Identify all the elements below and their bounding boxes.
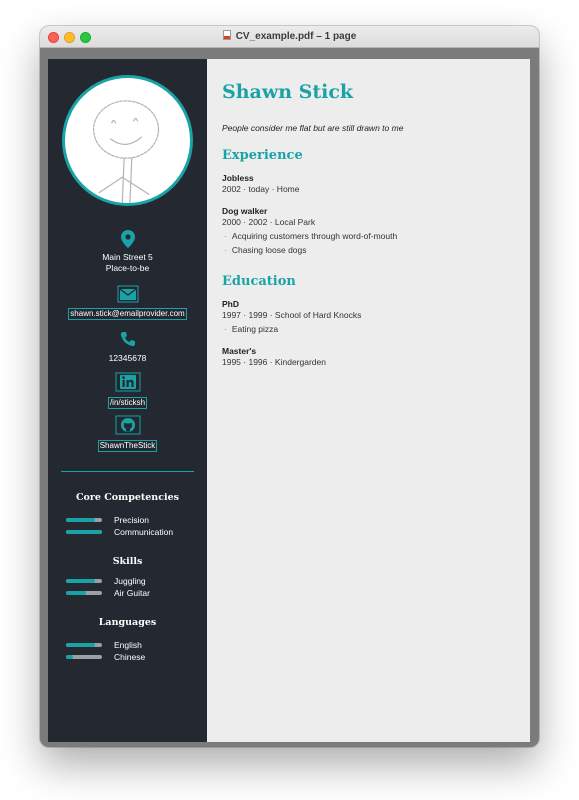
education-entry (222, 299, 512, 335)
language-bar (66, 643, 102, 647)
language-bar (66, 655, 102, 659)
competency-bar-fill (66, 530, 102, 534)
window-title: CV_example.pdf – 1 page (235, 31, 357, 42)
stick-figure-drawing (65, 78, 190, 203)
core-competencies-heading: Core Competencies (75, 492, 179, 503)
education-entry (222, 346, 512, 368)
skill-bar (66, 579, 102, 583)
cv-tagline: People consider me flat but are still drawn to me (222, 123, 404, 133)
pdf-viewer-window (40, 26, 539, 747)
skill-bar-fill (66, 591, 86, 595)
competency-bar (66, 518, 102, 522)
linkedin-link[interactable]: /in/sticksh (109, 398, 146, 407)
entry-bullet: · Eating pizza (222, 324, 512, 335)
skill-row (66, 587, 196, 599)
entry-meta: 2002 · today · Home (222, 184, 300, 194)
education-heading: Education (222, 274, 296, 289)
competency-bar (66, 530, 102, 534)
title-bar[interactable] (40, 26, 539, 48)
profile-photo (62, 75, 193, 206)
entry-bullet: · Chasing loose dogs (222, 245, 512, 256)
sidebar-divider (61, 471, 194, 472)
cv-main-content (207, 59, 530, 742)
entry-meta: 1995 · 1996 · Kindergarden (222, 357, 326, 367)
entry-meta: 1997 · 1999 · School of Hard Knocks (222, 310, 362, 320)
skill-label: Juggling (114, 576, 146, 586)
address-line-2: Place-to-be (105, 263, 150, 273)
contact-address (48, 230, 207, 274)
phone-number: 12345678 (108, 353, 147, 363)
language-label: English (114, 640, 142, 650)
contact-github[interactable] (48, 415, 207, 453)
language-label: Chinese (114, 652, 146, 662)
entry-meta: 2000 · 2002 · Local Park (222, 217, 316, 227)
skills-heading: Skills (112, 556, 143, 567)
competency-label: Precision (114, 515, 149, 525)
experience-heading: Experience (222, 148, 303, 163)
language-bar-fill (66, 655, 73, 659)
language-bar-fill (66, 643, 95, 647)
language-row (66, 651, 196, 663)
phone-icon (120, 331, 136, 347)
competency-row (66, 526, 196, 538)
competency-bar-fill (66, 518, 95, 522)
cv-sidebar (48, 59, 207, 742)
pin-icon (121, 230, 135, 248)
email-link[interactable]: shawn.stick@emailprovider.com (70, 309, 185, 318)
address-line-1: Main Street 5 (102, 252, 153, 262)
window-title-area (40, 30, 539, 44)
contact-email[interactable] (48, 285, 207, 321)
contact-phone (48, 331, 207, 364)
pdf-page (48, 59, 530, 742)
entry-title: Master's (222, 346, 257, 356)
languages-heading: Languages (98, 617, 157, 628)
pdf-file-icon (223, 30, 231, 40)
github-link[interactable]: ShawnTheStick (99, 441, 156, 450)
linkedin-icon (115, 372, 141, 392)
entry-bullet: · Acquiring customers through word-of-mouth (222, 231, 512, 242)
experience-entry (222, 206, 512, 256)
skill-bar-fill (66, 579, 95, 583)
mail-icon (117, 285, 139, 303)
competency-label: Communication (114, 527, 174, 537)
experience-entry (222, 173, 512, 195)
competency-row (66, 514, 196, 526)
language-row (66, 639, 196, 651)
entry-title: Dog walker (222, 206, 268, 216)
skill-label: Air Guitar (114, 588, 150, 598)
entry-title: Jobless (222, 173, 254, 183)
entry-title: PhD (222, 299, 239, 309)
contact-linkedin[interactable] (48, 372, 207, 410)
skill-row (66, 575, 196, 587)
github-icon (115, 415, 141, 435)
skill-bar (66, 591, 102, 595)
cv-name: Shawn Stick (222, 81, 354, 103)
